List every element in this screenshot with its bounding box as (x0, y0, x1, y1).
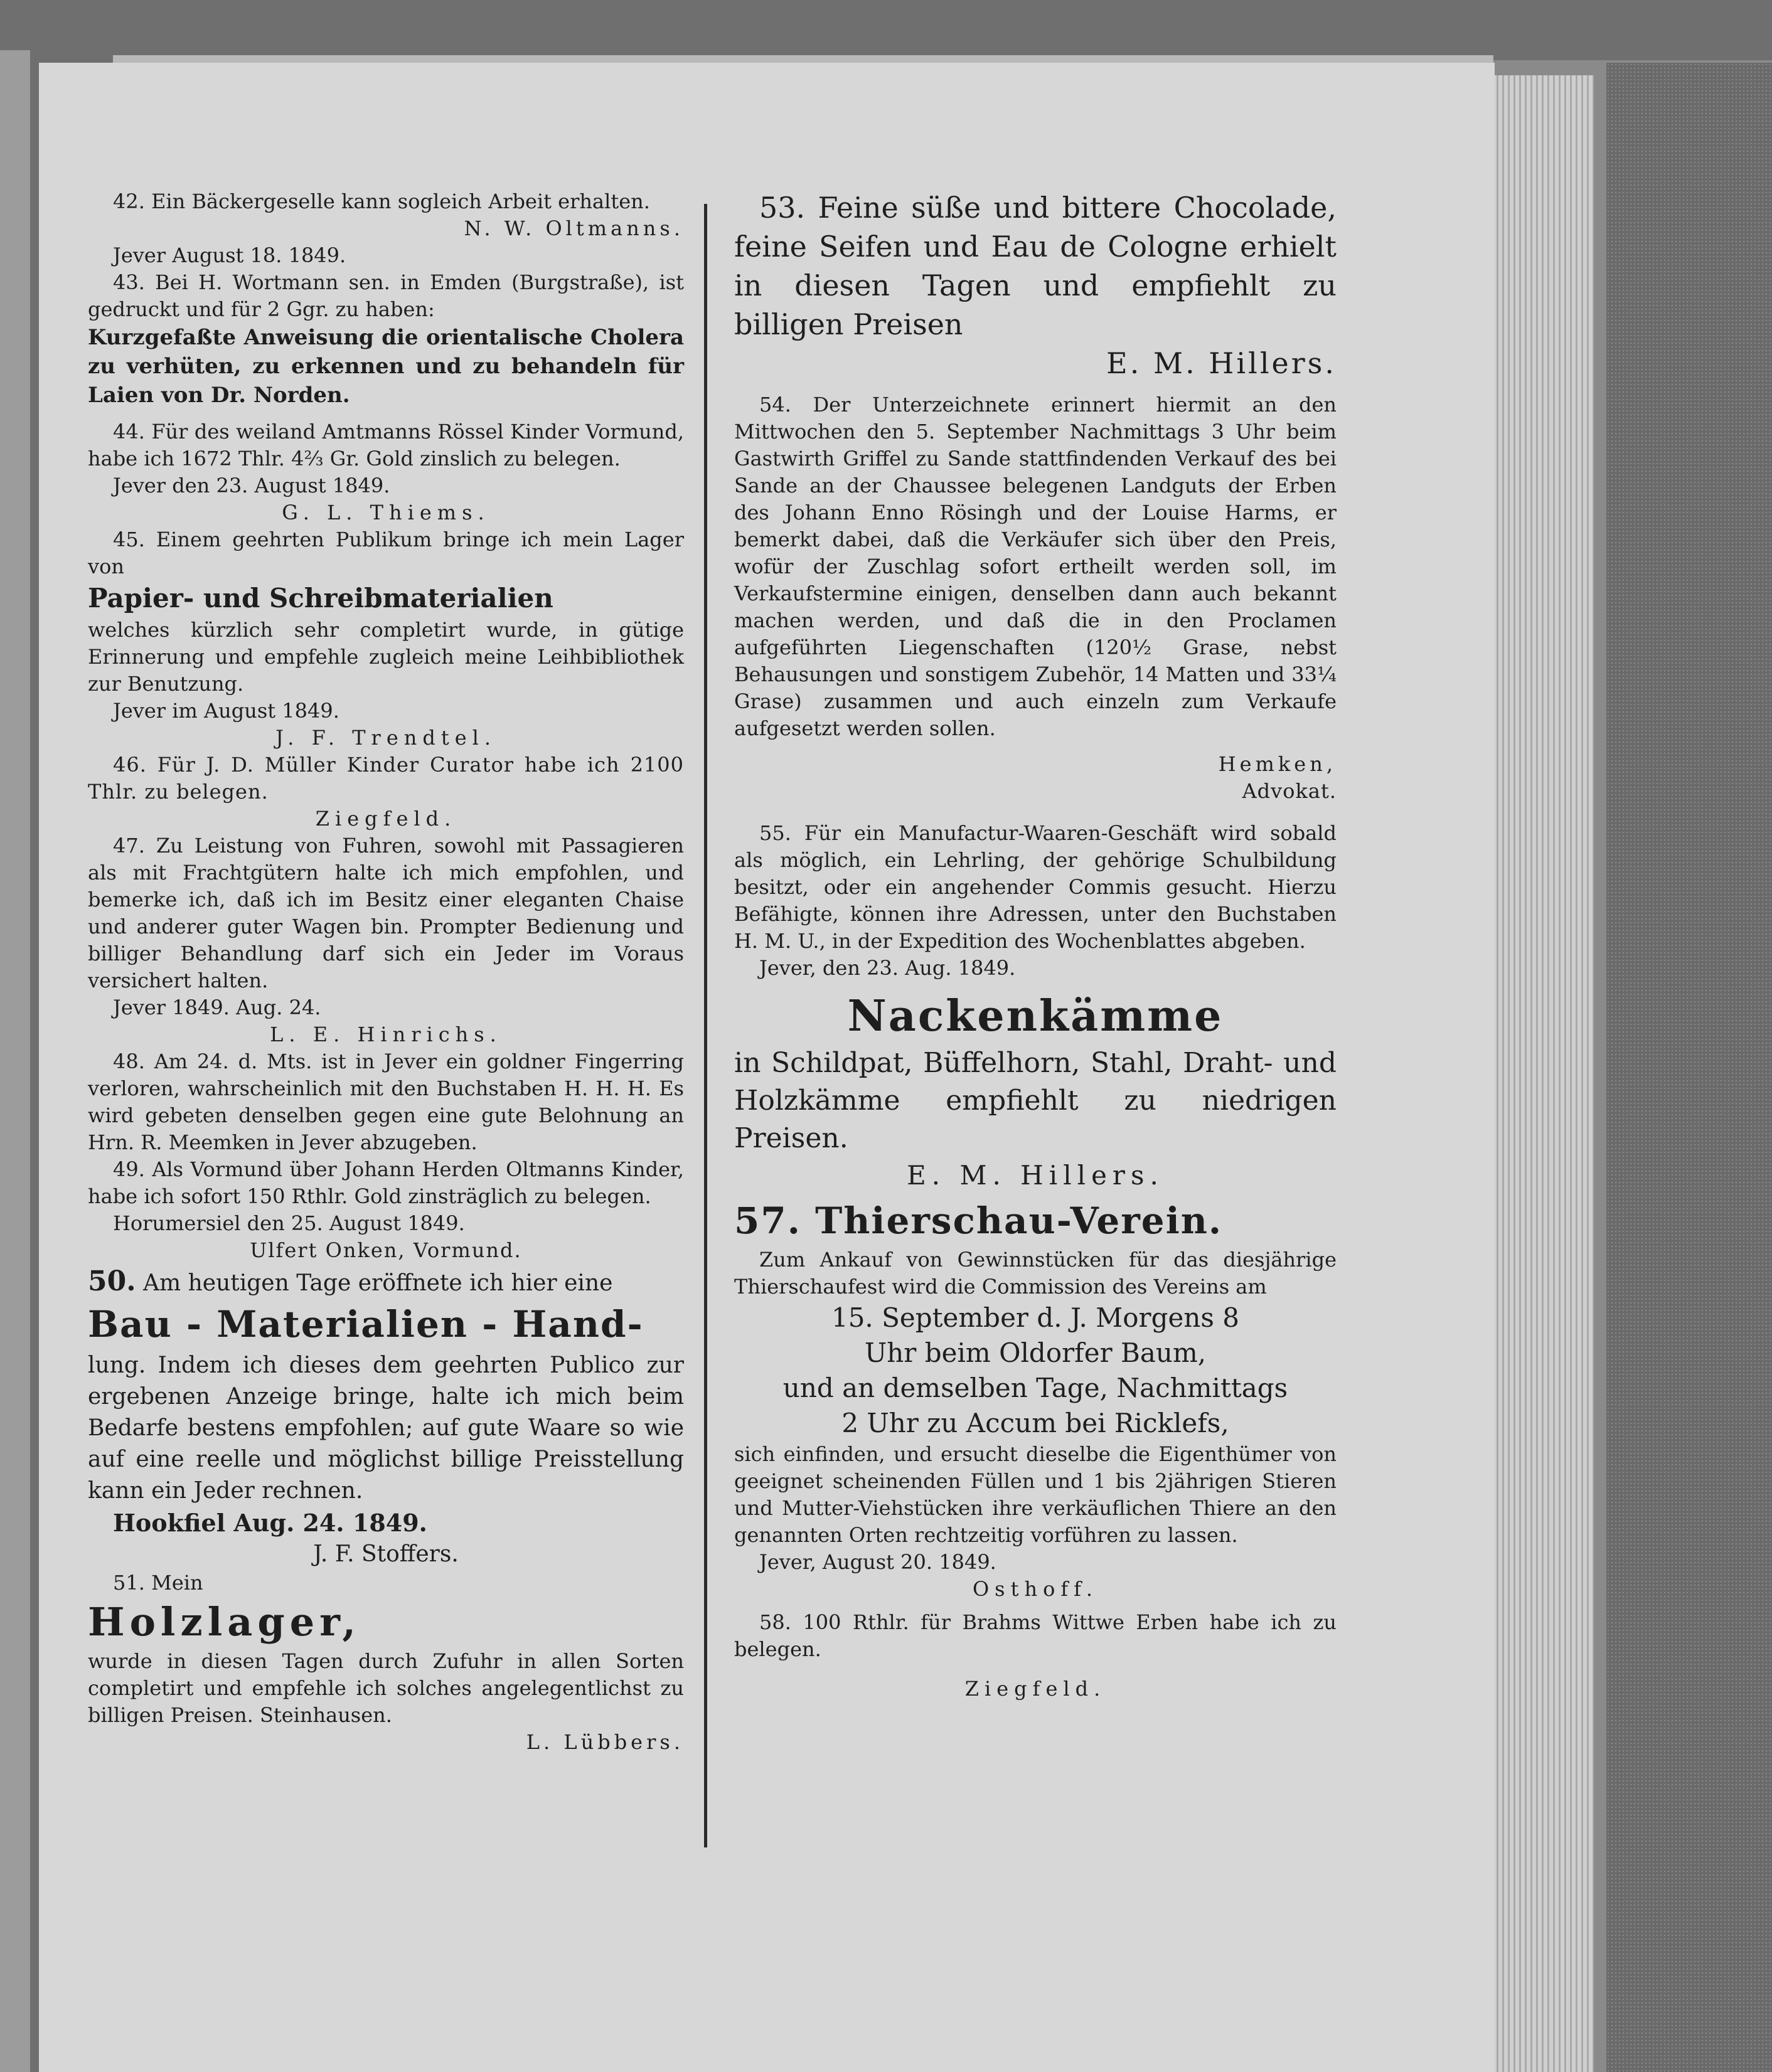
ad-42-text: 42. Ein Bäckergeselle kann sogleich Arbeit erhalten. (113, 189, 650, 213)
ad-57-line-2: Uhr beim Oldorfer Baum, (864, 1337, 1207, 1368)
ad-46-signature: Ziegfeld. (315, 807, 457, 831)
left-page-sliver (0, 50, 30, 2072)
ad-57-signature: Osthoff. (972, 1577, 1099, 1601)
ad-50-date: Hookfiel Aug. 24. 1849. (113, 1509, 427, 1537)
ad-51-intro: 51. Mein (113, 1571, 203, 1595)
ad-51-body: wurde in diesen Tagen durch Zufuhr in allen Sorten completirt und empfehle ich solches angelegentlichst zu billigen Preisen. Steinhausen. (88, 1649, 684, 1727)
ad-54-role: Advokat. (1242, 779, 1337, 803)
ad-44-text: 44. Für des weiland Amtmanns Rössel Kinder Vormund, habe ich 1672 Thlr. 4⅔ Gr. Gold zinslich zu belegen. (88, 420, 684, 470)
column-divider (704, 204, 707, 1847)
ad-53-signature: E. M. Hillers. (1106, 346, 1337, 380)
ad-54-signature: Hemken, (1218, 752, 1337, 776)
ad-49-text: 49. Als Vormund über Johann Herden Oltmanns Kinder, habe ich sofort 150 Rthlr. Gold zinsträglich zu belegen. (88, 1157, 684, 1208)
ad-55-text: 55. Für ein Manufactur-Waaren-Geschäft wird sobald als möglich, ein Lehrling, der gehörige Schulbildung besitzt, oder ein angehender Commis gesucht. Hierzu Befähigte, können ihre Adressen, unter den Buchstaben H. M. U., in der Expedition des Wochenblattes abgeben. (734, 821, 1337, 953)
ad-50-body: lung. Indem ich dieses dem geehrten Publico zur ergebenen Anzeige bringe, halte ich mich beim Bedarfe bestens empfohlen; auf gute Waare so wie auf eine reelle und möglichst billige Preisstellung kann ein Jeder rechnen. (88, 1352, 684, 1504)
ad-46-text: 46. Für J. D. Müller Kinder Curator habe ich 2100 Thlr. zu belegen. (88, 753, 684, 804)
ad-50-signature: J. F. Stoffers. (313, 1541, 459, 1567)
ad-53-text: 53. Feine süße und bittere Chocolade, feine Seifen und Eau de Cologne erhielt in diesen Tagen und empfiehlt zu billigen Preisen (734, 191, 1337, 341)
ad-57-body: sich einfinden, und ersucht dieselbe die Eigenthümer von geeignet scheinenden Füllen und 1 bis 2jährigen Stieren und Mutter-Viehstücken ihre verkäuflichen Thiere an den genannten Orten rechtzeitig vorführen zu lassen. (734, 1442, 1337, 1547)
ad-50-title: Bau - Materialien - Hand- (88, 1303, 644, 1346)
ad-58-signature: Ziegfeld. (964, 1677, 1106, 1701)
ad-45-text: 45. Einem geehrten Publikum bringe ich mein Lager von (88, 528, 684, 578)
left-column (88, 188, 684, 1756)
ad-57-intro: Zum Ankauf von Gewinnstücken für das diesjährige Thierschaufest wird die Commission des Vereins am (734, 1248, 1337, 1299)
ad-57-title: 57. Thierschau-Verein. (734, 1199, 1223, 1242)
ad-54-text: 54. Der Unterzeichnete erinnert hiermit an den Mittwochen den 5. September Nachmittags 3 Uhr beim Gastwirth Griffel zu Sande stattfindenden Verkauf des bei Sande an der Chaussee belegenen Landguts der Erben des Johann Enno Rösingh und der Louise Harms, er bemerkt dabei, daß die Verkäufer sich über den Preis, wofür der Zuschlag sofort ertheilt werden soll, im Verkaufstermine einigen, denselben dann auch bekannt machen werden, und daß die in den Proclamen aufgeführten Liegenschaften (120½ Grase, nebst Behausungen und sonstigem Zubehör, 14 Matten und 33¼ Grase) zusammen und auch einzeln zum Verkaufe aufgesetzt werden sollen. (734, 393, 1337, 740)
ad-49-signature: Ulfert Onken, Vormund. (250, 1238, 522, 1262)
ad-47-signature: L. E. Hinrichs. (270, 1023, 502, 1046)
ad-43-text: 43. Bei H. Wortmann sen. in Emden (Burgstraße), ist gedruckt und für 2 Ggr. zu haben: (88, 270, 684, 321)
ad-47-date: Jever 1849. Aug. 24. (113, 996, 321, 1019)
ad-57-line-1: 15. September d. J. Morgens 8 (831, 1302, 1240, 1333)
ad-42-date: Jever August 18. 1849. (113, 243, 346, 267)
ad-51-signature: L. Lübbers. (526, 1730, 684, 1754)
ad-57-line-3: und an demselben Tage, Nachmittags (782, 1373, 1288, 1403)
ad-47-text: 47. Zu Leistung von Fuhren, sowohl mit Passagieren als mit Frachtgütern halte ich mich empfohlen, und bemerke ich, daß ich im Besitz einer eleganten Chaise und anderer guter Wagen bin. Prompter Bedienung und billiger Behandlung darf sich ein Jeder im Voraus versichert halten. (88, 834, 684, 992)
right-column (734, 188, 1337, 1703)
ad-48-text: 48. Am 24. d. Mts. ist in Jever ein goldner Fingerring verloren, wahrscheinlich mit den Buchstaben H. H. H. Es wird gebeten denselben gegen eine gute Belohnung an Hrn. R. Meemken in Jever abzugeben. (88, 1049, 684, 1154)
ad-50-number: 50. (88, 1265, 136, 1297)
ad-50-intro: Am heutigen Tage eröffnete ich hier eine (143, 1270, 613, 1296)
stacked-page-edges (1487, 75, 1594, 2072)
ad-45-title: Papier- und Schreibmaterialien (88, 583, 553, 614)
ad-43-title: Kurzgefaßte Anweisung die orientalische Cholera zu verhüten, zu erkennen und zu behandeln für Laien von Dr. Norden. (88, 325, 684, 408)
ad-45-body: welches kürzlich sehr completirt wurde, in gütige Erinnerung und empfehle zugleich meine Leihbibliothek zur Benutzung. (88, 618, 684, 696)
ad-45-date: Jever im August 1849. (113, 699, 339, 723)
ad-57-line-4: 2 Uhr zu Accum bei Ricklefs, (841, 1408, 1229, 1438)
ad-44-signature: G. L. Thiems. (282, 501, 490, 524)
ad-57-date: Jever, August 20. 1849. (759, 1550, 996, 1574)
ad-51-title: Holzlager, (88, 1599, 361, 1645)
ad-56-signature: E. M. Hillers. (907, 1160, 1164, 1191)
ad-49-date: Horumersiel den 25. August 1849. (113, 1211, 465, 1235)
ad-56-title: Nackenkämme (847, 991, 1224, 1041)
ad-44-date: Jever den 23. August 1849. (113, 474, 390, 497)
ad-42-signature: N. W. Oltmanns. (464, 216, 684, 240)
ad-55-date: Jever, den 23. Aug. 1849. (759, 956, 1016, 980)
ad-45-signature: J. F. Trendtel. (275, 726, 497, 750)
ad-56-body: in Schildpat, Büffelhorn, Stahl, Draht- und Holzkämme empfiehlt zu niedrigen Preisen. (734, 1047, 1337, 1154)
book-cover-edge (1606, 63, 1772, 2072)
ad-58-text: 58. 100 Rthlr. für Brahms Wittwe Erben habe ich zu belegen. (734, 1610, 1337, 1661)
